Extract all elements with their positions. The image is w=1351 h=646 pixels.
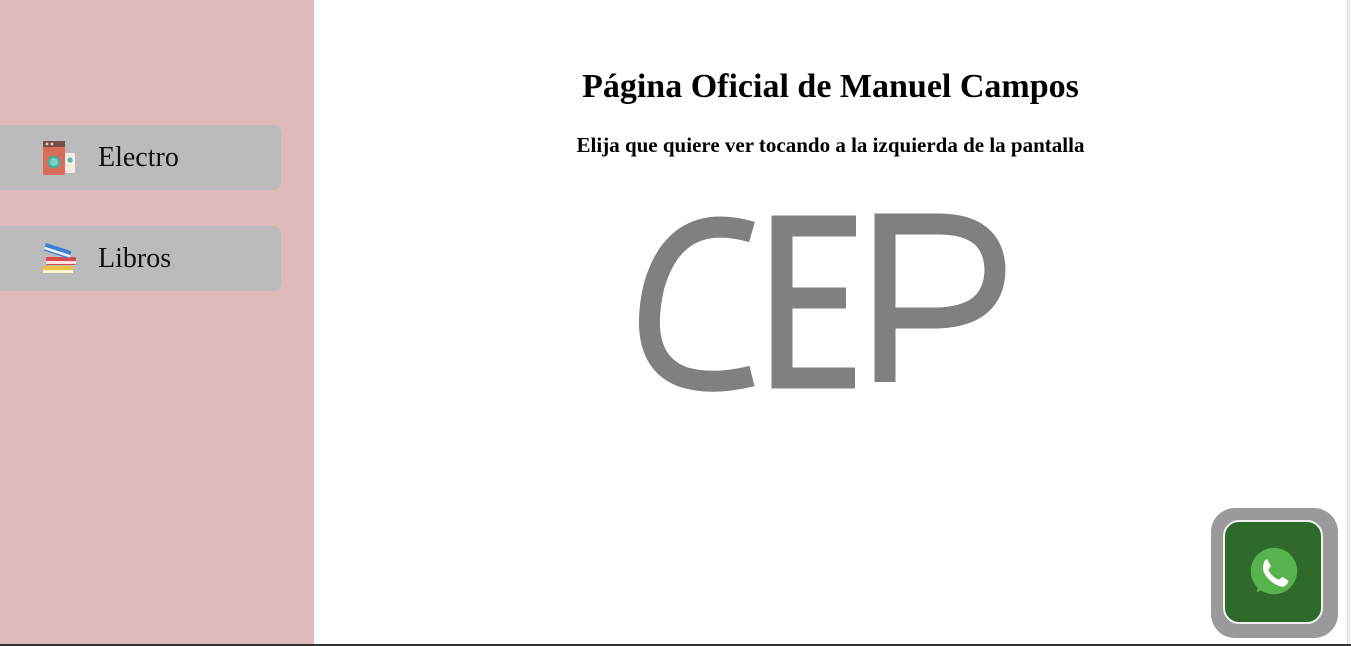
whatsapp-button[interactable]	[1211, 508, 1338, 638]
page-title: Página Oficial de Manuel Campos	[582, 68, 1079, 105]
whatsapp-button-inner	[1223, 520, 1323, 624]
whatsapp-icon	[1244, 543, 1302, 601]
window-right-edge	[1347, 0, 1351, 646]
sidebar-item-electro-label: Electro	[98, 141, 179, 173]
books-icon	[40, 240, 78, 278]
cep-logo	[632, 212, 1012, 392]
washing-machine-icon	[40, 139, 78, 177]
sidebar	[0, 0, 314, 644]
sidebar-item-electro[interactable]	[0, 125, 281, 190]
page-subtitle: Elija que quiere ver tocando a la izquierda de la pantalla	[576, 133, 1085, 157]
main-content	[314, 0, 1347, 644]
sidebar-item-libros-label: Libros	[98, 242, 172, 274]
sidebar-item-libros[interactable]	[0, 226, 281, 291]
